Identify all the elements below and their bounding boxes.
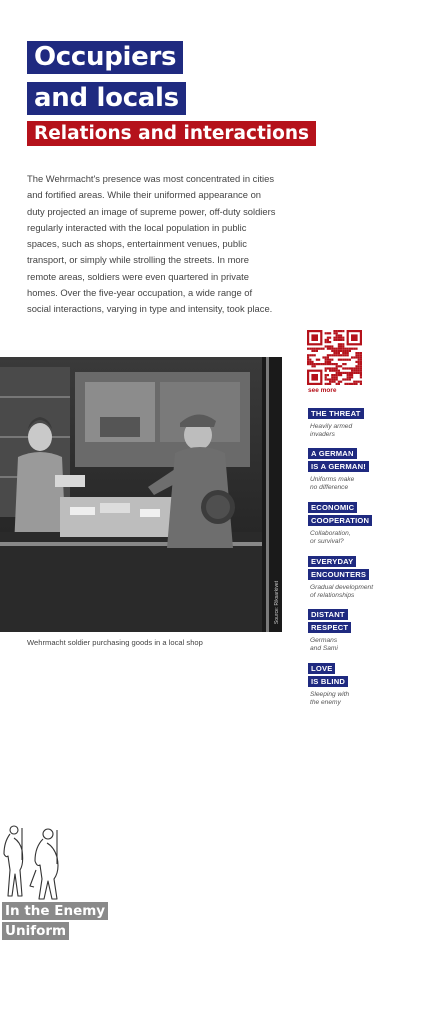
topic-subtitle: Heavily armed invaders [310, 423, 353, 439]
topic-love-is-blind[interactable] [308, 663, 349, 708]
topic-subtitle: Uniforms make no difference [310, 476, 355, 492]
topic-subtitle: Collaboration, or survival? [310, 530, 351, 546]
shop-photo [0, 357, 282, 632]
topic-distant-respect[interactable] [308, 609, 351, 654]
topic-tag-line: DISTANT [308, 609, 348, 620]
title-line-2: and locals [27, 82, 186, 115]
logo-line-1: In the Enemy [2, 902, 108, 920]
topic-tag-line: THE THREAT [308, 408, 364, 419]
topic-a-german[interactable] [308, 448, 369, 493]
logo-line-2: Uniform [2, 922, 69, 940]
photo-caption: Wehrmacht soldier purchasing goods in a local shop [27, 638, 203, 647]
topic-tag-line: IS BLIND [308, 676, 348, 687]
topic-tag-line: IS A GERMAN! [308, 461, 369, 472]
qr-code-icon [307, 330, 362, 385]
topic-subtitle: Sleeping with the enemy [310, 691, 350, 707]
topic-subtitle: Gradual development of relationships [310, 584, 374, 600]
topic-tag-line: EVERYDAY [308, 556, 356, 567]
topic-economic-cooperation[interactable] [308, 502, 372, 547]
title-line-1: Occupiers [27, 41, 183, 74]
photo-illustration [0, 357, 282, 632]
topic-everyday-encounters[interactable] [308, 556, 373, 601]
topic-tag-line: LOVE [308, 663, 335, 674]
topic-tag-line: A GERMAN [308, 448, 357, 459]
photo-credit: Source: Riksarkivet [274, 580, 280, 624]
topic-tag-line: COOPERATION [308, 515, 372, 526]
topic-tag-line: ENCOUNTERS [308, 569, 369, 580]
qr-code[interactable] [307, 330, 362, 385]
topic-tag-line: RESPECT [308, 622, 351, 633]
soldiers-outline-icon [0, 820, 80, 900]
body-paragraph: The Wehrmacht's presence was most concentrated in cities and fortified areas. While their uniformed appearance on duty projected an image of supreme power, off-duty soldiers regularly interacted with the local population in public spaces, such as shops, entertainment venues, public transport, or simply while strolling the streets. In more remote areas, soldiers were even quartered in private homes. Over the five-year occupation, a wide range of social interactions, varying in type and intensity, took place. [27, 173, 276, 315]
topic-the-threat[interactable] [308, 408, 364, 440]
topic-subtitle: Germans and Sami [310, 637, 338, 653]
topic-tag-line: ECONOMIC [308, 502, 357, 513]
subtitle: Relations and interactions [27, 121, 316, 146]
see-more-link[interactable]: see more [308, 387, 337, 394]
